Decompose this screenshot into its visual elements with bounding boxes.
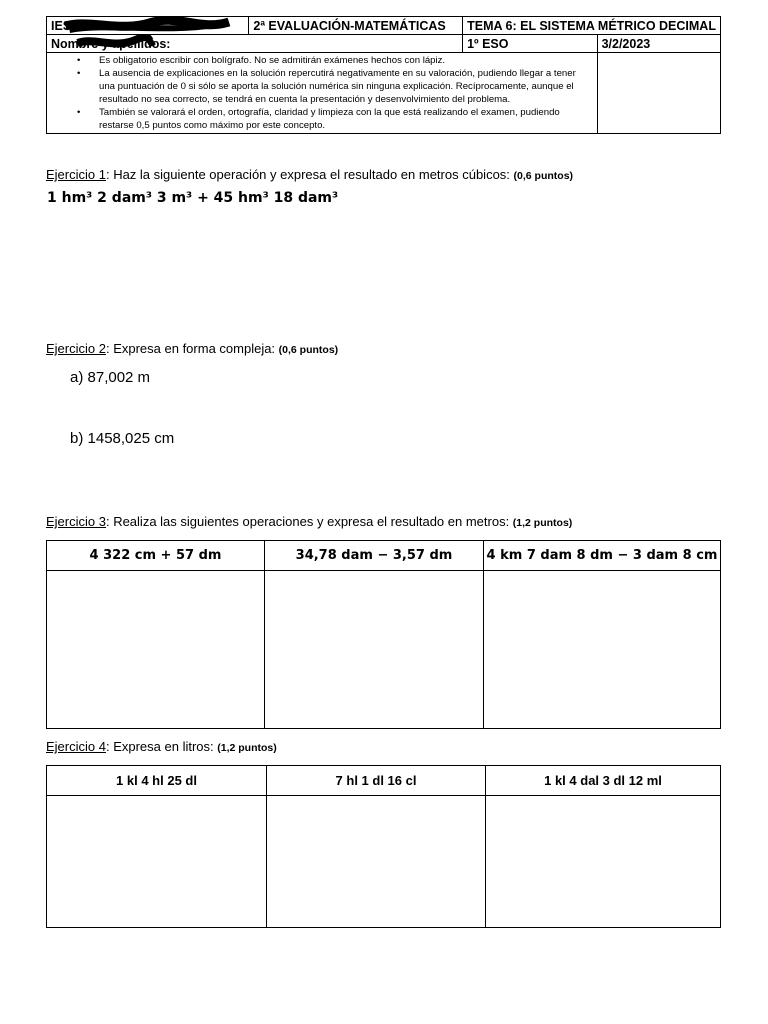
rule-item: • También se valorará el orden, ortografía, claridad y limpieza con la que está realizando el examen, pudiendo bbox=[77, 107, 560, 118]
exercise-4-tag: Ejercicio 4 bbox=[46, 739, 106, 754]
exercise-2-item-a: a) 87,002 m bbox=[70, 369, 151, 386]
exercise-3-answer-cell[interactable] bbox=[484, 571, 721, 729]
exercise-4-statement bbox=[46, 739, 277, 756]
exercise-4-column-header: 7 hl 1 dl 16 cl bbox=[267, 766, 486, 796]
exercise-2-item-b: b) 1458,025 cm bbox=[70, 430, 175, 447]
exercise-3-answer-cell[interactable] bbox=[265, 571, 484, 729]
rule-item-continued: restarse 0,5 puntos como máximo por este concepto. bbox=[99, 120, 326, 131]
redaction-scribble bbox=[47, 17, 248, 34]
name-field[interactable] bbox=[47, 35, 463, 53]
school-name-cell bbox=[47, 17, 249, 35]
exercise-1-statement bbox=[46, 167, 573, 184]
exercise-1-tag: Ejercicio 1 bbox=[46, 167, 106, 182]
exercise-2-tag: Ejercicio 2 bbox=[46, 341, 106, 356]
bullet-icon: • bbox=[77, 68, 81, 79]
rule-item: • La ausencia de explicaciones en la solución repercutirá negativamente en su valoración, pudiendo llegar a tener bbox=[77, 68, 576, 79]
exercise-2-statement bbox=[46, 341, 338, 358]
exercise-3-tag: Ejercicio 3 bbox=[46, 514, 106, 529]
exercise-1-points: (0,6 puntos) bbox=[513, 170, 574, 182]
exercise-2-points: (0,6 puntos) bbox=[278, 344, 339, 356]
exercise-3-column-header: 4 322 cm + 57 dm bbox=[47, 541, 265, 571]
exercise-1-expression: 1 hm³ 2 dam³ 3 m³ + 45 hm³ 18 dam³ bbox=[47, 190, 339, 206]
rules-list bbox=[51, 53, 593, 132]
exercise-4-table bbox=[46, 765, 721, 928]
exercise-4-column-header: 1 kl 4 hl 25 dl bbox=[47, 766, 267, 796]
exercise-1-text: : Haz la siguiente operación y expresa el resultado en metros cúbicos: bbox=[105, 167, 514, 182]
bullet-icon: • bbox=[77, 107, 81, 118]
rule-item: • Es obligatorio escribir con bolígrafo. No se admitirán exámenes hechos con lápiz. bbox=[77, 55, 446, 66]
exercise-4-text: : Expresa en litros: bbox=[105, 739, 218, 754]
topic-title: TEMA 6: EL SISTEMA MÉTRICO DECIMAL bbox=[463, 17, 721, 35]
grade-box[interactable] bbox=[597, 53, 720, 134]
exercise-3-points: (1,2 puntos) bbox=[512, 517, 573, 529]
bullet-icon: • bbox=[77, 55, 81, 66]
exercise-4-points: (1,2 puntos) bbox=[217, 742, 277, 754]
exercise-3-column-header: 4 km 7 dam 8 dm − 3 dam 8 cm bbox=[484, 541, 721, 571]
name-label: Nombre y apellidos: bbox=[51, 36, 171, 51]
exercise-4-column-header: 1 kl 4 dal 3 dl 12 ml bbox=[486, 766, 721, 796]
exercise-4-answer-cell[interactable] bbox=[267, 796, 486, 928]
exam-header bbox=[46, 16, 721, 134]
evaluation-title: 2ª EVALUACIÓN-MATEMÁTICAS bbox=[249, 17, 463, 35]
exercise-2-text: : Expresa en forma compleja: bbox=[105, 341, 279, 356]
exercise-3-statement bbox=[46, 514, 572, 531]
exercise-3-text: : Realiza las siguientes operaciones y expresa el resultado en metros: bbox=[105, 514, 513, 529]
rules-box bbox=[47, 53, 598, 134]
exercise-3-answer-cell[interactable] bbox=[47, 571, 265, 729]
school-name: IES bbox=[51, 18, 72, 33]
exercise-3-column-header: 34,78 dam − 3,57 dm bbox=[265, 541, 484, 571]
exercise-3-table bbox=[46, 540, 721, 729]
exam-date: 3/2/2023 bbox=[597, 35, 720, 53]
exercise-4-answer-cell[interactable] bbox=[486, 796, 721, 928]
exercise-4-answer-cell[interactable] bbox=[47, 796, 267, 928]
course-label: 1º ESO bbox=[463, 35, 597, 53]
rule-item-continued: una puntuación de 0 si sólo se aporta la solución numérica sin ninguna explicación. Recíprocamente, aunque el bbox=[99, 81, 574, 92]
rule-item-continued: resultado no sea correcto, se tendrá en cuenta la presentación y desenvolvimiento del problema. bbox=[99, 94, 511, 105]
